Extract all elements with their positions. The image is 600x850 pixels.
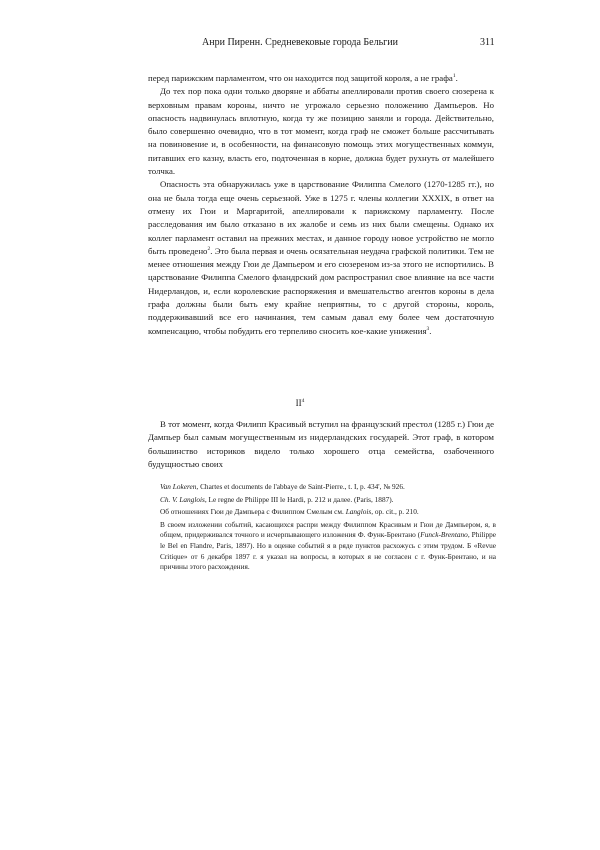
section-text <box>148 418 494 471</box>
paragraph-3 <box>148 178 494 338</box>
paragraph-4: В тот момент, когда Филипп Красивый вступил на французский престол (1285 г.) Гюи де Дампьер был самым могущественным из нидерландских государей. Этот граф, в котором большинство историков видело только хорошего отца семейства, озабоченного будущностью своих <box>148 419 494 469</box>
footnote-4-text: , Philippe le Bel en Flandre, Paris, 1897). Но в оценке событий я в ряде пунктов расхожусь с этим трудом. Б «Revue Critique» от 6 декабря 1897 г. я указал на вопросы, в которых я не согласен с г. Функ-Брентано, и на причины этого расхождения. <box>160 530 496 572</box>
footnote-1-author: Van Lokeren <box>160 482 197 491</box>
paragraph-2: До тех пор пока одни только дворяне и аббаты апеллировали против своего сюзерена к верховным правам короны, ничто не угрожало серьезно положению Дампьеров. Но опасность надвинулась вплотную, когда ту же позицию заняли и города. Действительно, было совершенно очевидно, что в тот момент, когда граф не сможет больше рассчитывать на повиновение и, в особенности, на финансовую помощь этих могущественных коммун, питавших его казну, власть его, подточенная в корне, должна будет рухнуть от малейшего толчка. <box>148 86 494 177</box>
footnote-ref-1: 1 <box>452 73 456 80</box>
footnote-3-text: , op. cit., p. 210. <box>371 507 419 517</box>
paragraph-1-end: . <box>455 73 458 83</box>
paragraph-3-end: . <box>429 325 432 336</box>
footnote-4-pre: В своем изложении событий, касающихся распри между Филиппом Красивым и Гюи де Дампьером, я, в общем, придерживался точного и исчерпывающего изложения Ф. Функ-Брентано ( <box>160 519 496 540</box>
footnote-ref-2: 2 <box>207 245 211 252</box>
footnote-ref-3: 3 <box>426 325 430 332</box>
footnote-2-author: Ch. V. Langlois <box>160 494 205 504</box>
footnote-2 <box>160 495 496 506</box>
footnote-4 <box>160 520 496 573</box>
page-number: 311 <box>480 37 495 48</box>
section-number: II <box>295 398 302 408</box>
running-header <box>0 36 600 50</box>
paragraph-1 <box>148 72 494 85</box>
footnote-1-text: , Chartes et documents de l'abbaye de Saint-Pierre., t. I, p. 434', № 926. <box>196 482 405 491</box>
footnotes <box>160 482 496 575</box>
footnote-2-text: , Le regne de Philippe III le Hardi, p. 212 и далее. (Paris, 1887). <box>204 494 394 504</box>
footnote-1 <box>160 482 496 493</box>
paragraph-3-text-a: Опасность эта обнаружилась уже в царствование Филиппа Смелого (1270-1285 гг.), но она не была тогда еще очень серьезной. Уже в 1275 г. члены коллегии XXXIX, в ответ на отмену их Гюи и Маргаритой, апеллировали к парижскому парламенту. После расследования им было отказано в их жалобе и семь из них были смещены. Однако их коллег парламент оставил на прежних местах, и данное городу новое устройство не могло быть проведено <box>148 179 494 256</box>
paragraph-3-text-b: . Это была первая и очень осязательная неудача графской политики. Тем не менее отношения между Гюи де Дампьером и его сюзереном из-за этого не испортились. В царствование Филиппа Смелого фландрский дом распространил свое влияние на все части Нидерландов, и, если королевские распоряжения и вмешательство агентов короны в дела графа должны были быть ему крайне неприятны, то с другой стороны, король, поддерживавший все его начинания, тем самым давал ему более чем достаточную компенсацию, чтобы побудить его терпеливо сносить кое-какие унижения <box>148 245 494 336</box>
footnote-3-author: Langlois <box>345 507 372 517</box>
footnote-3 <box>160 507 496 518</box>
section-heading <box>0 398 600 408</box>
header-title: Анри Пиренн. Средневековые города Бельгии <box>202 37 398 48</box>
paragraph-1-text: перед парижским парламентом, что он находится под защитой короля, а не графа <box>148 73 453 83</box>
footnote-ref-4: 4 <box>301 398 305 404</box>
footnote-3-pre: Об отношениях Гюи де Дампьера с Филиппом Смелым см. <box>160 507 346 517</box>
main-text <box>148 72 494 338</box>
footnote-4-author: Funck-Brentano <box>420 530 468 540</box>
